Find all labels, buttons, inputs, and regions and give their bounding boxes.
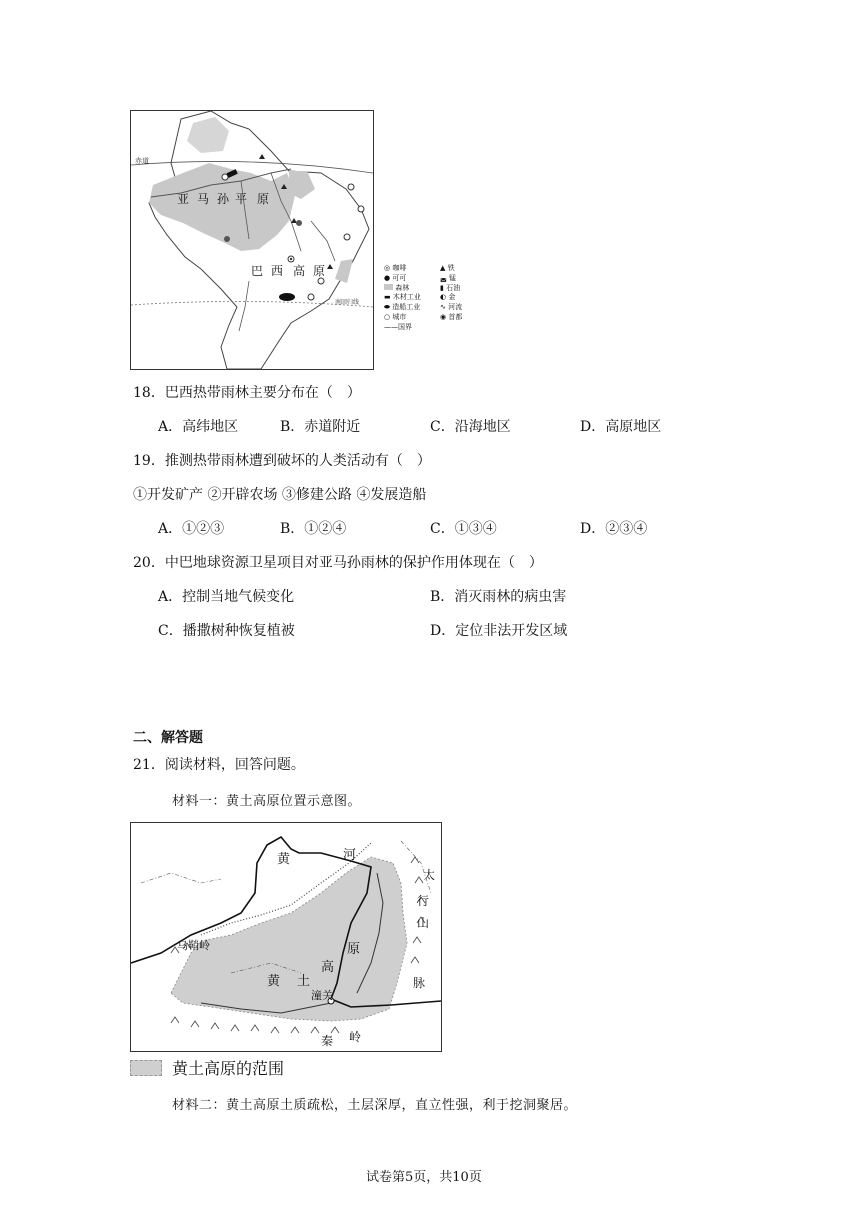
iron-icon (327, 264, 333, 269)
label-tu: 土 (297, 974, 311, 989)
q20-option-a[interactable]: A．控制当地气候变化 (158, 589, 295, 605)
oil-icon: ▮ (440, 283, 444, 292)
q21-material1: 材料一：黄土高原位置示意图。 (172, 794, 362, 809)
q20-option-d[interactable]: D．定位非法开发区域 (430, 623, 568, 639)
label-huang2: 黄 (267, 974, 281, 989)
legend-city: ○ 城市 (384, 312, 407, 321)
label-wushaoling: 乌鞘岭 (177, 939, 210, 952)
legend-timber: ▬ 木材工业 (384, 293, 421, 302)
manganese-icon: ◛ (440, 273, 447, 282)
loess-map-legend (130, 1056, 284, 1079)
q19-stem: 19．推测热带雨林遭到破坏的人类活动有（ ） (133, 453, 431, 469)
q21-stem: 21．阅读材料，回答问题。 (133, 757, 305, 773)
equator-label: 赤道 (135, 157, 149, 165)
river-icon: ∿ (440, 303, 446, 312)
label-tai: 太 (423, 868, 436, 882)
plateau-char-4: 原 (313, 264, 326, 278)
city-icon (308, 294, 314, 300)
coffee-icon: ◎ (384, 264, 391, 272)
brazil-map-svg (131, 111, 373, 369)
q18-option-c[interactable]: C．沿海地区 (430, 419, 511, 435)
legend-oil: ▮ 石油 (440, 283, 461, 292)
legend-manganese: ◛ 锰 (440, 273, 457, 282)
label-hang: 行 (417, 894, 430, 908)
legend-capital: ◉ 首都 (440, 312, 463, 321)
label-tongguan: 潼关 (311, 989, 333, 1002)
plateau-range-swatch (130, 1060, 162, 1076)
q19-option-b[interactable]: B．①②④ (280, 521, 347, 537)
label-mai: 脉 (413, 976, 426, 990)
loess-plateau-map (130, 822, 442, 1052)
river-4 (311, 221, 335, 261)
amazon-char-5: 原 (257, 192, 270, 206)
loess-map-svg (131, 823, 441, 1051)
plateau-char-2: 西 (271, 264, 284, 278)
q21-material2: 材料二：黄土高原土质疏松，土层深厚，直立性强，利于挖洞聚居。 (172, 1098, 578, 1113)
q20-option-b[interactable]: B．消灭雨林的病虫害 (430, 589, 567, 605)
legend-border: ——国界 (384, 322, 412, 331)
legend-shipbuilding: ⬬ 造船工业 (384, 303, 421, 312)
gold-icon (296, 220, 302, 226)
tropic-label: 南回归线 (335, 299, 360, 306)
gold-icon (224, 236, 230, 242)
capital-icon: ◉ (440, 312, 447, 321)
shipbuilding-icon: ⬬ (384, 303, 390, 312)
river-5 (239, 281, 249, 331)
q18-option-a[interactable]: A．高纬地区 (158, 419, 239, 435)
legend-river: ∿ 河流 (440, 303, 463, 312)
forest-area-4 (187, 117, 229, 153)
brazil-map (130, 110, 374, 370)
q18-option-b[interactable]: B．赤道附近 (280, 419, 361, 435)
label-gao: 高 (321, 960, 335, 975)
label-huang: 黄 (277, 852, 291, 867)
border-icon: —— (384, 322, 398, 331)
plateau-char-3: 高 (293, 264, 306, 278)
page-footer: 试卷第5页，共10页 (366, 1170, 482, 1185)
label-he: 河 (343, 848, 357, 863)
gold-icon: ◐ (440, 293, 447, 302)
label-shan: 山 (417, 916, 430, 930)
boundary-1 (141, 873, 221, 883)
city-icon: ○ (384, 312, 391, 321)
forest-area-3 (335, 259, 353, 283)
iron-icon (259, 154, 265, 159)
iron-icon: ▲ (440, 264, 446, 272)
label-ling: 岭 (349, 1030, 362, 1044)
q19-option-c[interactable]: C．①③④ (430, 521, 497, 537)
section-title: 二、解答题 (133, 730, 203, 746)
label-qin: 秦 (321, 1034, 334, 1048)
city-icon (348, 184, 354, 190)
amazon-char-4: 平 (235, 192, 248, 206)
city-icon (344, 234, 350, 240)
cocoa-icon: ● (384, 273, 391, 282)
amazon-char-3: 孙 (217, 192, 230, 206)
city-icon (358, 206, 364, 212)
legend-forest: 森林 (384, 284, 440, 294)
boundary-2 (401, 841, 431, 893)
shipbuilding-icon (279, 293, 295, 301)
equator-line (131, 161, 373, 173)
q18-stem: 18．巴西热带雨林主要分布在（ ） (133, 385, 361, 401)
forest-area-2 (289, 171, 315, 199)
amazon-char-1: 亚 (177, 192, 190, 206)
plateau-char-1: 巴 (251, 264, 264, 278)
legend-cocoa: ● 可可 (384, 273, 407, 282)
q20-option-c[interactable]: C．播撒树种恢复植被 (158, 623, 295, 639)
q19-option-d[interactable]: D．②③④ (580, 521, 648, 537)
city-icon (222, 174, 228, 180)
q20-stem: 20．中巴地球资源卫星项目对亚马孙雨林的保护作用体现在（ ） (133, 555, 543, 571)
timber-icon: ▬ (384, 293, 391, 302)
q18-option-d[interactable]: D．高原地区 (580, 419, 662, 435)
q19-option-a[interactable]: A．①②③ (158, 521, 225, 537)
city-icon (318, 278, 324, 284)
brazil-map-legend-block (384, 264, 474, 333)
legend-gold: ◐ 金 (440, 293, 456, 302)
amazon-char-2: 马 (197, 192, 210, 206)
label-yuan: 原 (347, 942, 361, 957)
legend-iron: ▲ 铁 (440, 264, 455, 272)
forest-icon (384, 284, 393, 290)
legend-coffee: ◎ 咖啡 (384, 264, 407, 272)
q19-items: ①开发矿产 ②开辟农场 ③修建公路 ④发展造船 (133, 487, 427, 503)
plateau-range-label: 黄土高原的范围 (172, 1059, 285, 1078)
